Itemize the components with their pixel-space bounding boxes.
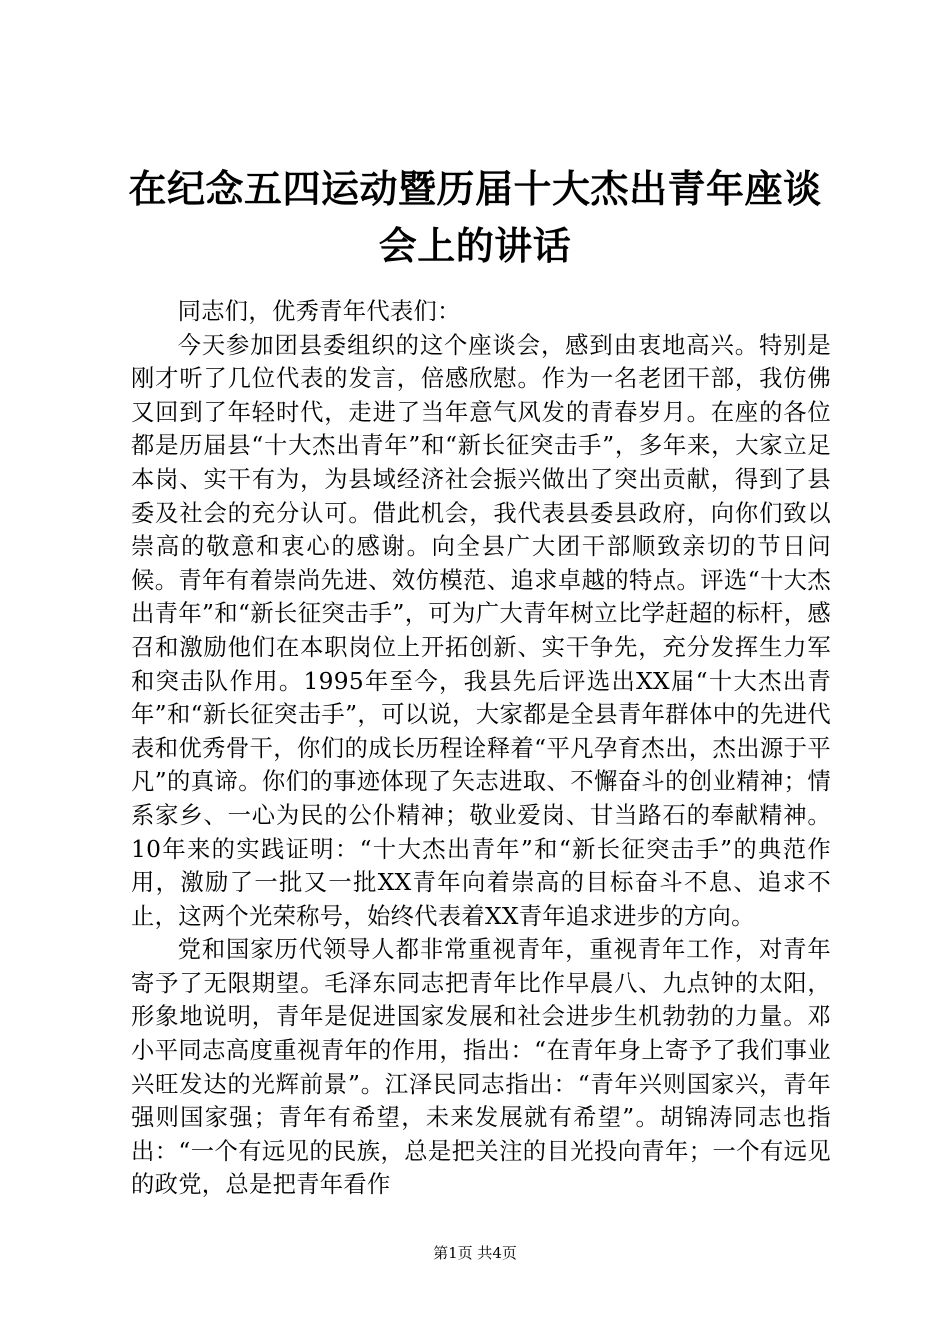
document-title: 在纪念五四运动暨历届十大杰出青年座谈会上的讲话 (128, 166, 822, 268)
body-paragraph: 今天参加团县委组织的这个座谈会，感到由衷地高兴。特别是刚才听了几位代表的发言，倍感欣慰。作为一名老团干部，我仿佛又回到了年轻时代，走进了当年意气风发的青春岁月。在座的各位都是历届县“十大杰出青年”和“新长征突击手”，多年来，大家立足本岗、实干有为，为县域经济社会振兴做出了突出贡献，得到了县委及社会的充分认可。借此机会，我代表县委县政府，向你们致以崇高的敬意和衷心的感谢。向全县广大团干部顺致亲切的节日问候。青年有着崇尚先进、效仿模范、追求卓越的特点。评选“十大杰出青年”和“新长征突击手”，可为广大青年树立比学赶超的标杆，感召和激励他们在本职岗位上开拓创新、实干争先，充分发挥生力军和突击队作用。1995年至今，我县先后评选出XX届“十大杰出青年”和“新长征突击手”，可以说，大家都是全县青年群体中的先进代表和优秀骨干，你们的成长历程诠释着“平凡孕育杰出，杰出源于平凡”的真谛。你们的事迹体现了矢志进取、不懈奋斗的创业精神；情系家乡、一心为民的公仆精神；敬业爱岗、甘当路石的奉献精神。10年来的实践证明：“十大杰出青年”和“新长征突击手”的典范作用，激励了一批又一批XX青年向着崇高的目标奋斗不息、追求不止，这两个光荣称号，始终代表着XX青年追求进步的方向。 (131, 331, 831, 930)
page-footer: 第1页 共4页 (433, 1244, 517, 1262)
body-paragraph: 党和国家历代领导人都非常重视青年，重视青年工作，对青年寄予了无限期望。毛泽东同志把青年比作早晨八、九点钟的太阳，形象地说明，青年是促进国家发展和社会进步生机勃勃的力量。邓小平同志高度重视青年的作用，指出：“在青年身上寄予了我们事业兴旺发达的光辉前景”。江泽民同志指出：“青年兴则国家兴，青年强则国家强；青年有希望，未来发展就有希望”。胡锦涛同志也指出：“一个有远见的民族，总是把关注的目光投向青年；一个有远见的政党，总是把青年看作 (131, 936, 831, 1199)
document-body (131, 295, 831, 1202)
greeting-line: 同志们，优秀青年代表们： (177, 298, 461, 325)
